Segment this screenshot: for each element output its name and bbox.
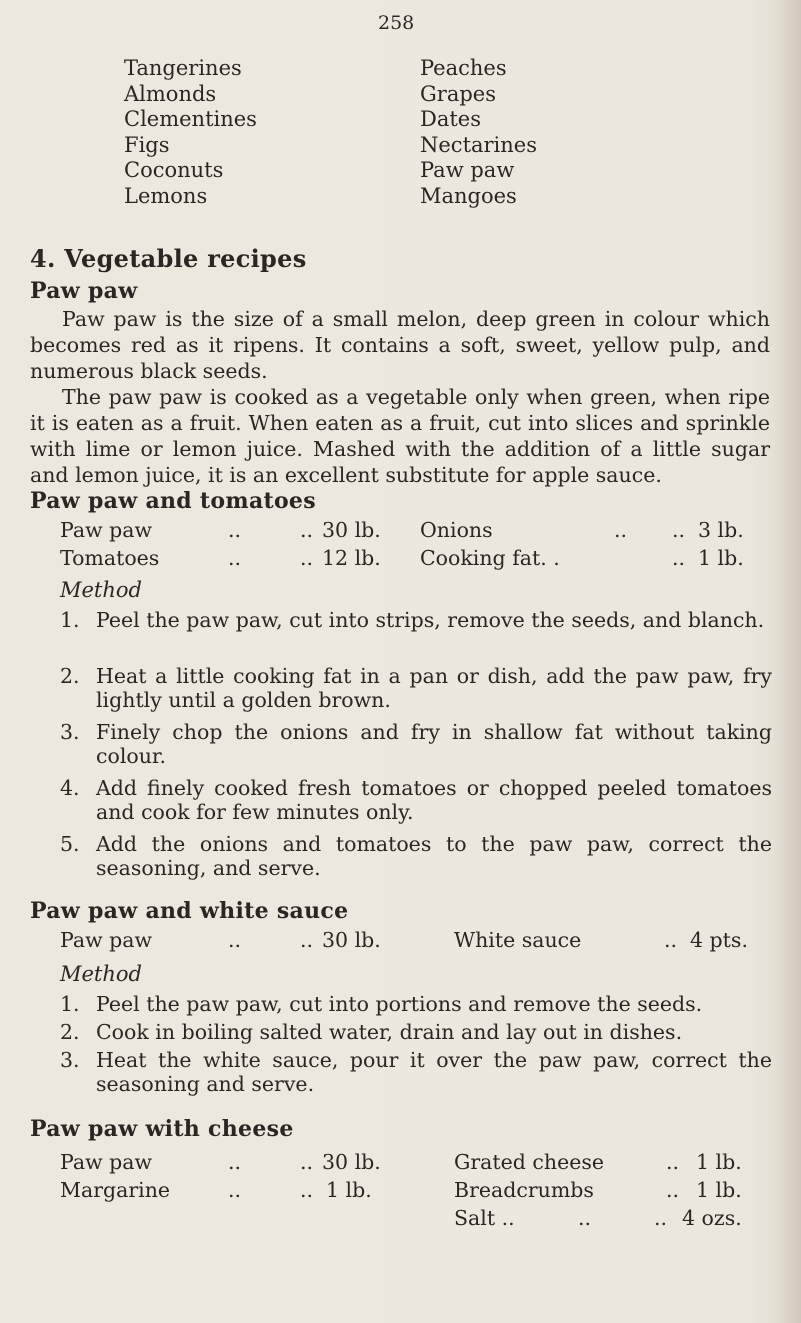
ingredient-quantity: 3 lb. <box>698 518 744 542</box>
step-number: 2. <box>60 1020 80 1044</box>
ingredient-lead: .. <box>672 546 686 570</box>
ingredient-name: Margarine <box>60 1178 171 1202</box>
ingredient-name: Onions <box>420 518 493 542</box>
method-step <box>60 1020 772 1044</box>
ingredient-lead: .. <box>654 1206 668 1230</box>
fruit-item: Clementines <box>124 107 257 132</box>
fruit-item: Dates <box>420 107 482 132</box>
ingredient-name: Tomatoes <box>60 546 160 570</box>
step-text: Add finely cooked fresh tomatoes or chopped peeled tomatoes and cook for few minutes only. <box>96 776 772 824</box>
fruit-item: Figs <box>124 132 170 157</box>
step-text: Cook in boiling salted water, drain and lay out in dishes. <box>96 1020 683 1044</box>
ingredient-quantity: 4 ozs. <box>682 1206 742 1230</box>
fruit-list-left <box>124 56 257 210</box>
ingredient-dots: .. <box>228 928 242 952</box>
ingredient-dots: .. <box>228 1178 242 1202</box>
pawpaw-cooking-note: The paw paw is cooked as a vegetable only when green, when ripe it is eaten as a fruit. When eaten as a fruit, cut into slices and sprinkle with lime or lemon juice. Mashed with the addition of a little sugar and lemon juice, it is an excellent substitute for apple sauce. <box>30 385 770 487</box>
ingredient-quantity: 30 lb. <box>322 518 381 542</box>
method-step <box>60 776 772 824</box>
ingredient-quantity: 1 lb. <box>696 1178 742 1202</box>
ingredient-dots: .. <box>228 546 242 570</box>
ingredient-quantity: 1 lb. <box>696 1150 742 1174</box>
step-text: Peel the paw paw, cut into portions and remove the seeds. <box>96 992 703 1016</box>
ingredient-quantity: 30 lb. <box>322 1150 381 1174</box>
fruit-item: Peaches <box>420 56 507 80</box>
pawpaw-description: Paw paw is the size of a small melon, deep green in colour which becomes red as it ripens. It contains a soft, sweet, yellow pulp, and numerous black seeds. <box>30 307 770 383</box>
fruit-item: Coconuts <box>124 158 224 183</box>
section-heading: 4. Vegetable recipes <box>30 244 307 273</box>
step-number: 3. <box>60 720 80 744</box>
fruit-list-right <box>420 56 537 210</box>
fruit-item: Mangoes <box>420 183 517 208</box>
ingredient-name: White sauce <box>454 928 582 952</box>
method-step <box>60 720 772 768</box>
step-number: 5. <box>60 832 80 856</box>
ingredient-lead: .. <box>300 1150 314 1174</box>
ingredient-name: Breadcrumbs <box>454 1178 594 1202</box>
ingredient-lead: .. <box>666 1150 680 1174</box>
page-number: 258 <box>378 12 415 34</box>
recipe-title: Paw paw and tomatoes <box>30 488 316 514</box>
ingredient-quantity: 4 pts. <box>690 928 748 952</box>
step-number: 2. <box>60 664 80 688</box>
method-step <box>60 832 772 880</box>
ingredient-name: Cooking fat. . <box>420 546 560 570</box>
ingredient-lead: .. <box>300 546 314 570</box>
ingredient-quantity: 30 lb. <box>322 928 381 952</box>
step-text: Heat a little cooking fat in a pan or dish, add the paw paw, fry lightly until a golden brown. <box>96 664 772 712</box>
fruit-item: Paw paw <box>420 158 515 183</box>
step-text: Heat the white sauce, pour it over the paw paw, correct the seasoning and serve. <box>96 1048 772 1096</box>
method-label: Method <box>60 578 142 602</box>
pawpaw-title: Paw paw <box>30 278 138 304</box>
ingredient-name: Salt .. <box>454 1206 515 1230</box>
ingredient-name: Grated cheese <box>454 1150 605 1174</box>
step-text: Add the onions and tomatoes to the paw paw, correct the seasoning, and serve. <box>96 832 772 880</box>
ingredient-dots: .. <box>578 1206 592 1230</box>
fruit-item: Tangerines <box>124 56 242 80</box>
ingredient-dots: .. <box>228 518 242 542</box>
fruit-item: Nectarines <box>420 132 538 157</box>
fruit-item: Lemons <box>124 183 208 208</box>
fruit-item: Grapes <box>420 81 496 106</box>
ingredient-lead: .. <box>672 518 686 542</box>
method-step <box>60 992 772 1016</box>
ingredient-quantity: 1 lb. <box>326 1178 372 1202</box>
ingredient-lead: .. <box>664 928 678 952</box>
method-step <box>60 608 772 632</box>
fruit-item: Almonds <box>124 81 217 106</box>
ingredient-name: Paw paw <box>60 1150 153 1174</box>
ingredient-lead: .. <box>300 1178 314 1202</box>
step-number: 1. <box>60 992 80 1016</box>
step-number: 4. <box>60 776 80 800</box>
step-text: Peel the paw paw, cut into strips, remove the seeds, and blanch. <box>96 608 765 632</box>
ingredient-dots: .. <box>614 518 628 542</box>
ingredient-lead: .. <box>300 928 314 952</box>
step-number: 3. <box>60 1048 80 1072</box>
ingredient-quantity: 12 lb. <box>322 546 381 570</box>
method-step <box>60 1048 772 1096</box>
method-label: Method <box>60 962 142 986</box>
ingredient-lead: .. <box>300 518 314 542</box>
ingredient-lead: .. <box>666 1178 680 1202</box>
ingredient-quantity: 1 lb. <box>698 546 744 570</box>
ingredient-name: Paw paw <box>60 518 153 542</box>
step-number: 1. <box>60 608 80 632</box>
recipe-title: Paw paw with cheese <box>30 1116 294 1142</box>
ingredient-dots: .. <box>228 1150 242 1174</box>
page-edge-shadow <box>773 0 801 1323</box>
step-text: Finely chop the onions and fry in shallow fat without taking colour. <box>96 720 772 768</box>
recipe-title: Paw paw and white sauce <box>30 898 349 924</box>
ingredient-name: Paw paw <box>60 928 153 952</box>
method-step <box>60 664 772 712</box>
